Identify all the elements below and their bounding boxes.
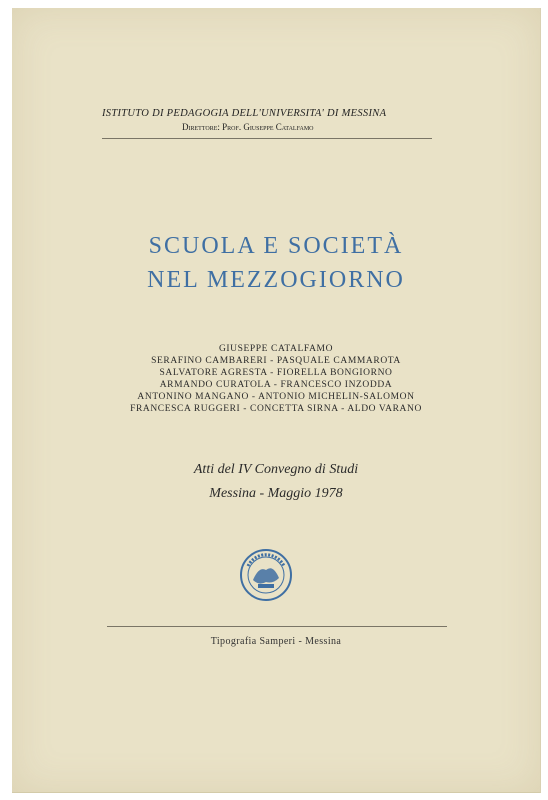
institute-line: ISTITUTO DI PEDAGOGIA DELL'UNIVERSITA' DI MESSINA xyxy=(102,108,387,119)
university-seal-icon xyxy=(239,548,293,602)
book-cover xyxy=(12,8,541,793)
director-line: Direttore: Prof. Giuseppe Catalfamo xyxy=(182,122,314,132)
proceedings-place-date: Messina - Maggio 1978 xyxy=(209,486,343,501)
top-divider xyxy=(102,138,432,139)
author-line: ARMANDO CURATOLA - FRANCESCO INZODDA xyxy=(159,380,393,390)
author-line: SALVATORE AGRESTA - FIORELLA BONGIORNO xyxy=(159,368,393,378)
bottom-divider xyxy=(107,626,447,627)
title-line-2: NEL MEZZOGIORNO xyxy=(147,267,405,293)
printer-line: Tipografia Samperi - Messina xyxy=(210,636,342,647)
author-line: ANTONINO MANGANO - ANTONIO MICHELIN-SALOMON xyxy=(137,392,415,402)
author-line: GIUSEPPE CATALFAMO xyxy=(218,344,334,354)
author-line: SERAFINO CAMBARERI - PASQUALE CAMMAROTA xyxy=(151,356,401,366)
author-line: FRANCESCA RUGGERI - CONCETTA SIRNA - ALDO VARANO xyxy=(130,404,422,414)
title-line-1: SCUOLA E SOCIETÀ xyxy=(148,233,404,259)
proceedings-title: Atti del IV Convegno di Studi xyxy=(193,462,359,477)
